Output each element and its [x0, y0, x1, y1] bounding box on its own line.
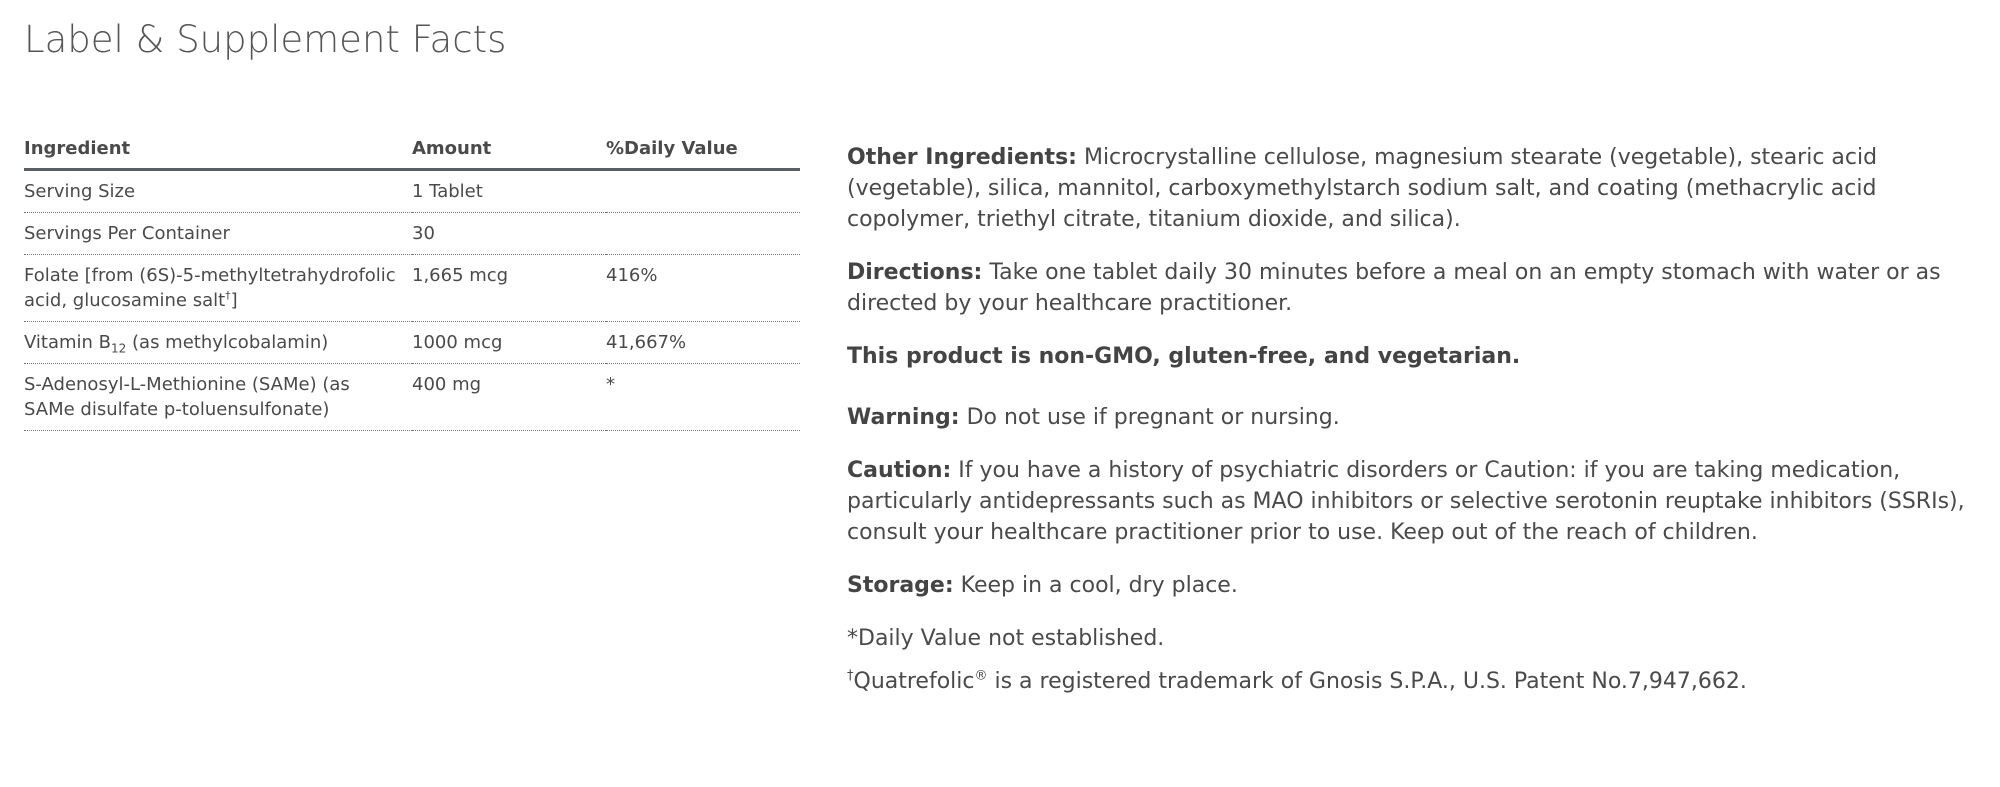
table-header-row [24, 130, 800, 170]
product-details [847, 142, 1977, 719]
page-title: Label & Supplement Facts [24, 18, 507, 61]
amount-cell: 30 [412, 213, 606, 255]
daily-value-cell [606, 170, 800, 213]
trademark-name: Quatrefolic [853, 669, 975, 694]
registered-mark: ® [974, 668, 988, 684]
dagger-mark: † [225, 289, 231, 302]
storage-label: Storage: [847, 573, 954, 598]
trademark-dagger: † [847, 668, 854, 684]
daily-value-cell: 416% [606, 255, 800, 322]
header-amount: Amount [412, 130, 606, 170]
caution-label: Caution: [847, 458, 952, 483]
table-row-serving-size [24, 170, 800, 213]
daily-value-note: *Daily Value not established. [847, 626, 1165, 651]
ingredient-cell [24, 322, 412, 364]
warning-label: Warning: [847, 405, 960, 430]
ingredient-name-end: (as methylcobalamin) [126, 332, 329, 353]
warning [847, 402, 1977, 433]
ingredient-cell: S-Adenosyl-L-Methionine (SAMe) (as SAMe disulfate p-toluensulfonate) [24, 364, 412, 431]
ingredient-name: Vitamin B [24, 332, 112, 353]
table-row-folate [24, 255, 800, 322]
other-ingredients-text: Microcrystalline cellulose, magnesium stearate (vegetable), stearic acid (vegetable), silica, mannitol, carboxymethylstarch sodium salt, and coating (methacrylic acid copolymer, triethyl citrate, titanium dioxide, and silica). [847, 145, 1878, 232]
directions [847, 257, 1977, 319]
table-row-servings-per-container [24, 213, 800, 255]
amount-cell: 1000 mcg [412, 322, 606, 364]
directions-label: Directions: [847, 260, 983, 285]
other-ingredients-label: Other Ingredients: [847, 145, 1077, 170]
trademark-text: is a registered trademark of Gnosis S.P.A., U.S. Patent No.7,947,662. [987, 669, 1747, 694]
product-claim [847, 341, 1977, 372]
ingredient-cell: Serving Size [24, 170, 412, 213]
storage [847, 570, 1977, 601]
header-daily-value: %Daily Value [606, 130, 800, 170]
subscript-12: 12 [111, 341, 127, 356]
daily-value-cell: 41,667% [606, 322, 800, 364]
daily-value-cell [606, 213, 800, 255]
directions-text: Take one tablet daily 30 minutes before a meal on an empty stomach with water or as directed by your healthcare practitioner. [847, 260, 1941, 316]
amount-cell: 1 Tablet [412, 170, 606, 213]
ingredient-name: Folate [from (6S)-5-methyltetrahydrofolic acid, glucosamine salt [24, 265, 396, 311]
table-row-vitamin-b12 [24, 322, 800, 364]
other-ingredients [847, 142, 1977, 235]
warning-text: Do not use if pregnant or nursing. [959, 405, 1340, 430]
caution [847, 455, 1977, 548]
storage-text: Keep in a cool, dry place. [953, 573, 1238, 598]
ingredient-name-end: ] [230, 290, 238, 311]
ingredient-cell: Servings Per Container [24, 213, 412, 255]
ingredient-cell [24, 255, 412, 322]
amount-cell: 400 mg [412, 364, 606, 431]
supplement-facts-table [24, 130, 800, 431]
table-row-same [24, 364, 800, 431]
caution-text: If you have a history of psychiatric disorders or Caution: if you are taking medication, particularly antidepressants such as MAO inhibitors or selective serotonin reuptake inhibitors (SSRIs), consult your healthcare practitioner prior to use. Keep out of the reach of children. [847, 458, 1965, 545]
header-ingredient: Ingredient [24, 130, 412, 170]
product-claim-text: This product is non-GMO, gluten-free, and vegetarian. [847, 344, 1521, 369]
trademark-note [847, 666, 1977, 697]
amount-cell: 1,665 mcg [412, 255, 606, 322]
daily-value-cell: * [606, 364, 800, 431]
